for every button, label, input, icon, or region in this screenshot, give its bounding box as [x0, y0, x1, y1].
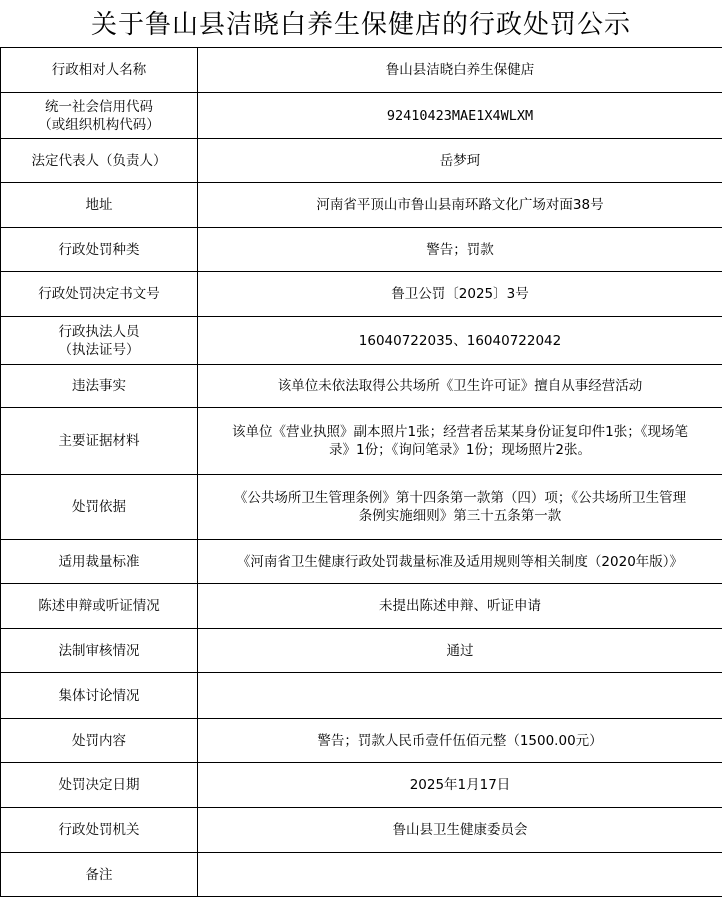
row-label-text: 行政处罚种类	[58, 241, 140, 258]
row-label-text: 法制审核情况	[58, 642, 140, 659]
row-label	[1, 93, 198, 139]
row-value-text: 警告；罚款人民币壹仟伍佰元整（1500.00元）	[317, 732, 603, 749]
row-value-text: 2025年1月17日	[409, 777, 511, 793]
row-label-text: 地址	[85, 197, 113, 213]
row-label-text: 行政相对人名称	[51, 62, 147, 78]
row-enforcement-officers	[1, 317, 722, 365]
row-value-text: 鲁山县洁晓白养生保健店	[385, 62, 535, 78]
row-value	[198, 408, 722, 475]
row-label-text: 陈述申辩或听证情况	[38, 598, 160, 614]
row-label-text: 处罚内容	[72, 732, 126, 749]
row-label-text: 适用裁量标准	[58, 553, 140, 570]
row-legal-review	[1, 629, 722, 673]
row-value	[198, 673, 722, 719]
row-label	[1, 317, 198, 365]
row-value	[198, 629, 722, 673]
row-label-text: （或组织机构代码）	[38, 116, 160, 133]
row-value	[198, 853, 722, 897]
row-penalty-content	[1, 719, 722, 763]
row-value-text: 92410423MAE1X4WLXM	[386, 107, 534, 124]
row-label	[1, 475, 198, 540]
row-value	[198, 93, 722, 139]
row-value	[198, 475, 722, 540]
row-value	[198, 228, 722, 272]
row-violation-facts	[1, 365, 722, 408]
row-value-text: 条例实施细则》第三十五条第一款	[358, 508, 562, 524]
row-label	[1, 48, 198, 93]
row-discretion-standard	[1, 540, 722, 584]
row-value-text: 鲁山县卫生健康委员会	[392, 822, 528, 838]
row-label	[1, 272, 198, 317]
row-penalty-authority	[1, 808, 722, 853]
row-credit-code	[1, 93, 722, 139]
row-value	[198, 48, 722, 93]
row-label-text: （执法证号）	[58, 341, 140, 358]
row-value	[198, 272, 722, 317]
row-decision-number	[1, 272, 722, 317]
row-value	[198, 183, 722, 228]
row-decision-date	[1, 763, 722, 808]
row-address	[1, 183, 722, 228]
row-label	[1, 228, 198, 272]
row-value-text: 该单位《营业执照》副本照片1张；经营者岳某某身份证复印件1张；《现场笔	[232, 424, 688, 440]
row-label	[1, 673, 198, 719]
row-value	[198, 365, 722, 408]
row-label-text: 违法事实	[72, 378, 126, 394]
row-evidence	[1, 408, 722, 475]
row-label-text: 法定代表人（负责人）	[31, 152, 167, 169]
row-statement-hearing	[1, 584, 722, 629]
row-label	[1, 365, 198, 408]
row-value	[198, 584, 722, 629]
row-penalty-basis	[1, 475, 722, 540]
row-value-text: 未提出陈述申辩、听证申请	[379, 598, 541, 614]
row-label	[1, 629, 198, 673]
row-label	[1, 408, 198, 475]
row-value-text: 《河南省卫生健康行政处罚裁量标准及适用规则等相关制度（2020年版）》	[236, 553, 684, 570]
row-label-text: 行政处罚决定书文号	[38, 286, 160, 302]
row-party-name	[1, 48, 722, 93]
row-penalty-type	[1, 228, 722, 272]
row-value-text: 录》1份；《询问笔录》1份；现场照片2张。	[328, 442, 592, 458]
penalty-info-table	[0, 47, 722, 897]
row-label	[1, 540, 198, 584]
row-value	[198, 317, 722, 365]
row-label	[1, 763, 198, 808]
row-value-text: 警告；罚款	[426, 241, 494, 258]
row-label	[1, 584, 198, 629]
row-value	[198, 719, 722, 763]
row-remarks	[1, 853, 722, 897]
row-value-text: 河南省平顶山市鲁山县南环路文化广场对面38号	[316, 197, 604, 213]
row-value	[198, 139, 722, 183]
row-label-text: 集体讨论情况	[58, 687, 140, 704]
row-label-text: 行政处罚机关	[58, 822, 140, 838]
row-label-text: 统一社会信用代码	[45, 98, 153, 115]
row-value	[198, 540, 722, 584]
row-label	[1, 183, 198, 228]
row-label-text: 处罚决定日期	[58, 777, 140, 793]
row-label	[1, 853, 198, 897]
row-legal-rep	[1, 139, 722, 183]
row-label-text: 行政执法人员	[58, 323, 140, 340]
row-value-text: 该单位未依法取得公共场所《卫生许可证》擅自从事经营活动	[277, 378, 643, 394]
row-value-text: 通过	[446, 642, 474, 659]
row-label	[1, 719, 198, 763]
row-label	[1, 808, 198, 853]
row-label	[1, 139, 198, 183]
row-label-text: 处罚依据	[72, 499, 126, 515]
row-collective-discussion	[1, 673, 722, 719]
document-title: 关于鲁山县洁晓白养生保健店的行政处罚公示	[90, 10, 631, 40]
row-label-text: 备注	[85, 866, 113, 883]
row-value-text: 《公共场所卫生管理条例》第十四条第一款第（四）项；《公共场所卫生管理	[233, 490, 687, 506]
row-label-text: 主要证据材料	[58, 433, 140, 449]
row-value-text: 16040722035、16040722042	[358, 332, 562, 349]
row-value	[198, 808, 722, 853]
row-value-text: 岳梦珂	[439, 152, 481, 169]
row-value	[198, 763, 722, 808]
row-value-text: 鲁卫公罚〔2025〕3号	[391, 286, 529, 302]
